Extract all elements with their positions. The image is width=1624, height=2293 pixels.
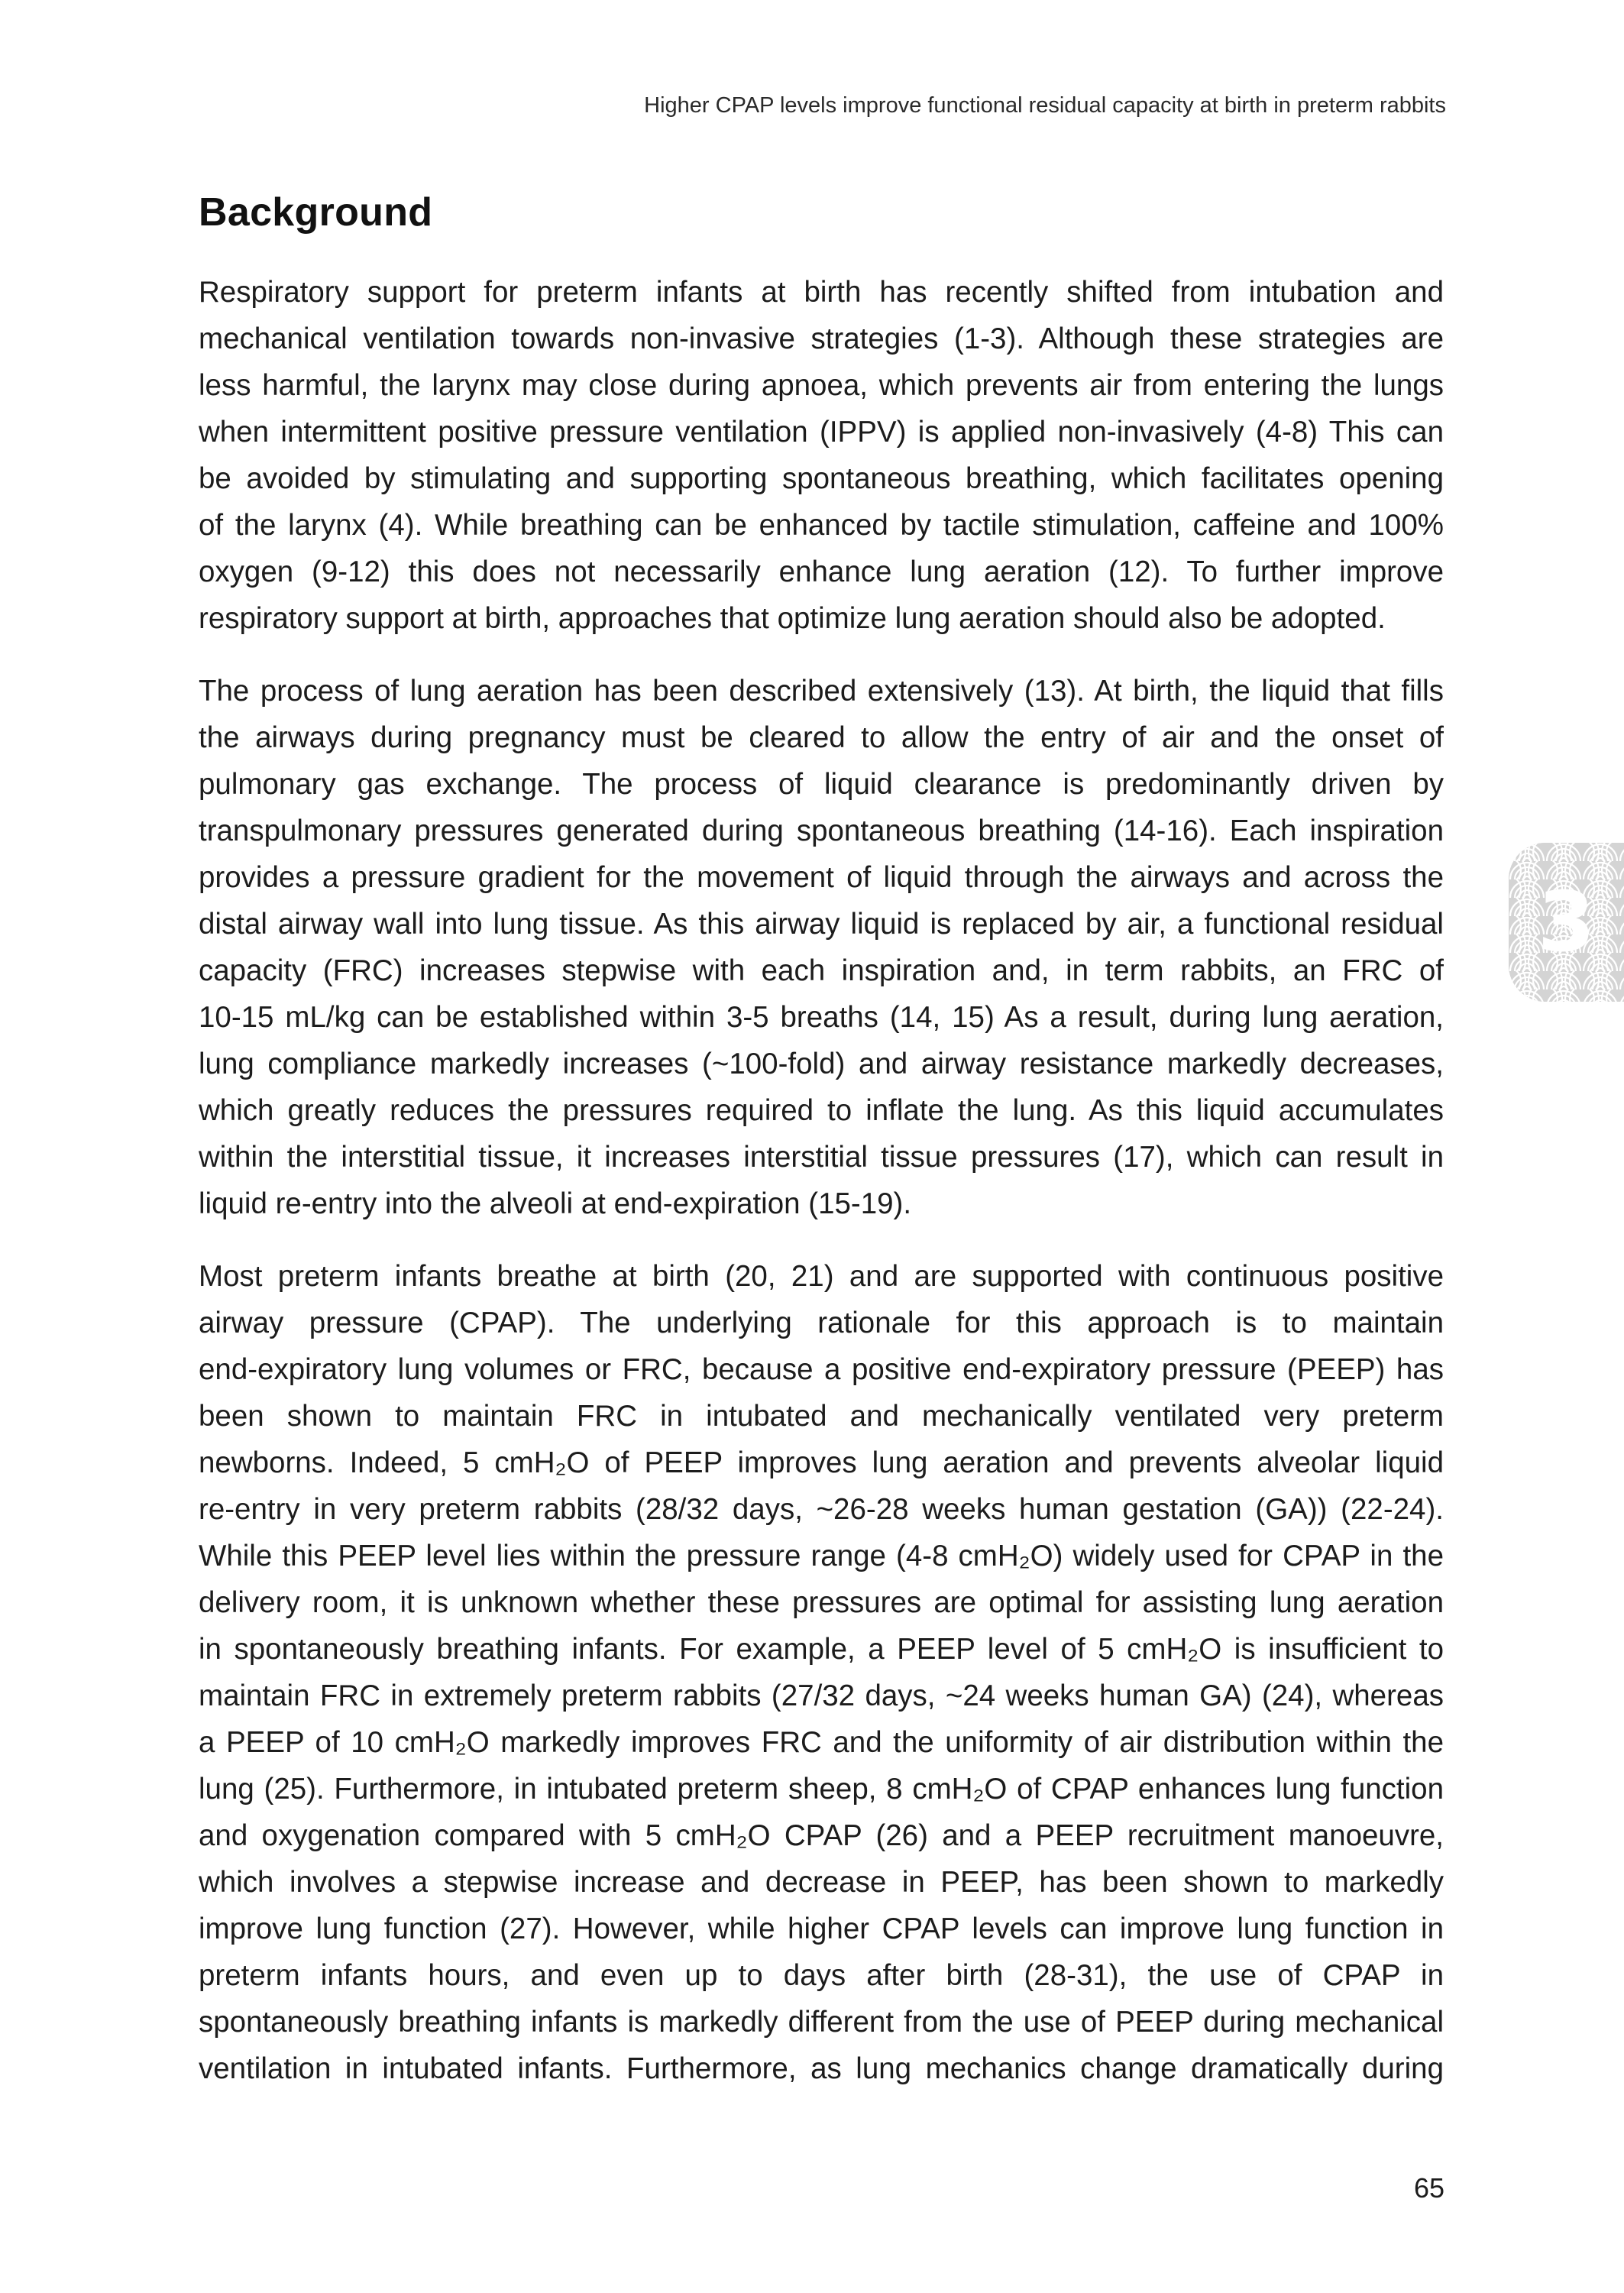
text-line: 10-15 mL/kg can be established within 3-5 breaths (14, 15) As a result, during lung aeration, [199, 1001, 1444, 1034]
body-text [199, 269, 1444, 2118]
text-line: ventilation in intubated infants. Furthermore, as lung mechanics change dramatically during [199, 2052, 1444, 2085]
text-line: pulmonary gas exchange. The process of liquid clearance is predominantly driven by [199, 768, 1444, 801]
section-heading: Background [199, 190, 433, 235]
text-line: While this PEEP level lies within the pressure range (4-8 cmH₂O) widely used for CPAP in the [199, 1540, 1444, 1572]
text-line: preterm infants hours, and even up to days after birth (28-31), the use of CPAP in [199, 1959, 1444, 1992]
text-line: end-expiratory lung volumes or FRC, because a positive end-expiratory pressure (PEEP) has [199, 1353, 1444, 1386]
text-line: The process of lung aeration has been described extensively (13). At birth, the liquid that fills [199, 675, 1444, 708]
text-line: in spontaneously breathing infants. For example, a PEEP level of 5 cmH₂O is insufficient to [199, 1633, 1444, 1666]
paragraph-1 [199, 269, 1444, 642]
paragraph-3 [199, 1253, 1444, 2092]
text-line: Most preterm infants breathe at birth (20, 21) and are supported with continuous positive [199, 1260, 1444, 1293]
text-line: when intermittent positive pressure ventilation (IPPV) is applied non-invasively (4-8) This can [199, 416, 1444, 449]
text-line: spontaneously breathing infants is markedly different from the use of PEEP during mechanical [199, 2006, 1444, 2039]
text-line: oxygen (9-12) this does not necessarily enhance lung aeration (12). To further improve [199, 555, 1444, 588]
text-line: which greatly reduces the pressures required to inflate the lung. As this liquid accumulates [199, 1094, 1444, 1127]
text-line: a PEEP of 10 cmH₂O markedly improves FRC and the uniformity of air distribution within the [199, 1726, 1444, 1759]
text-line: liquid re-entry into the alveoli at end-expiration (15-19). [199, 1187, 912, 1220]
text-line: capacity (FRC) increases stepwise with each inspiration and, in term rabbits, an FRC of [199, 954, 1444, 987]
text-line: provides a pressure gradient for the movement of liquid through the airways and across the [199, 861, 1444, 894]
text-line: been shown to maintain FRC in intubated and mechanically ventilated very preterm [199, 1400, 1444, 1433]
running-header: Higher CPAP levels improve functional residual capacity at birth in preterm rabbits [644, 93, 1446, 118]
text-line: which involves a stepwise increase and decrease in PEEP, has been shown to markedly [199, 1866, 1444, 1899]
text-line: and oxygenation compared with 5 cmH₂O CPAP (26) and a PEEP recruitment manoeuvre, [199, 1819, 1444, 1852]
paragraph-2 [199, 668, 1444, 1227]
text-line: be avoided by stimulating and supporting spontaneous breathing, which facilitates opening [199, 462, 1444, 495]
text-line: improve lung function (27). However, while higher CPAP levels can improve lung function in [199, 1912, 1444, 1945]
text-line: mechanical ventilation towards non-invasive strategies (1-3). Although these strategies are [199, 322, 1444, 355]
text-line: respiratory support at birth, approaches that optimize lung aeration should also be adopted. [199, 602, 1386, 635]
text-line: transpulmonary pressures generated during spontaneous breathing (14-16). Each inspiration [199, 815, 1444, 847]
text-line: newborns. Indeed, 5 cmH₂O of PEEP improves lung aeration and prevents alveolar liquid [199, 1446, 1444, 1479]
text-line: maintain FRC in extremely preterm rabbits (27/32 days, ~24 weeks human GA) (24), whereas [199, 1679, 1444, 1712]
text-line: Respiratory support for preterm infants at birth has recently shifted from intubation and [199, 276, 1444, 309]
text-line: the airways during pregnancy must be cleared to allow the entry of air and the onset of [199, 721, 1444, 754]
chapter-tab [1509, 843, 1624, 1002]
chapter-number: 3 [1537, 874, 1596, 970]
text-line: re-entry in very preterm rabbits (28/32 days, ~26-28 weeks human gestation (GA)) (22-24). [199, 1493, 1444, 1526]
text-line: less harmful, the larynx may close during apnoea, which prevents air from entering the lungs [199, 369, 1444, 402]
text-line: distal airway wall into lung tissue. As this airway liquid is replaced by air, a functional residual [199, 908, 1444, 941]
text-line: lung (25). Furthermore, in intubated preterm sheep, 8 cmH₂O of CPAP enhances lung function [199, 1773, 1444, 1806]
page-number: 65 [1413, 2172, 1444, 2204]
text-line: delivery room, it is unknown whether these pressures are optimal for assisting lung aeration [199, 1586, 1444, 1619]
text-line: of the larynx (4). While breathing can be enhanced by tactile stimulation, caffeine and 100% [199, 509, 1444, 542]
text-line: airway pressure (CPAP). The underlying rationale for this approach is to maintain [199, 1307, 1444, 1339]
text-line: lung compliance markedly increases (~100-fold) and airway resistance markedly decreases, [199, 1048, 1444, 1080]
text-line: within the interstitial tissue, it increases interstitial tissue pressures (17), which can result in [199, 1141, 1444, 1174]
